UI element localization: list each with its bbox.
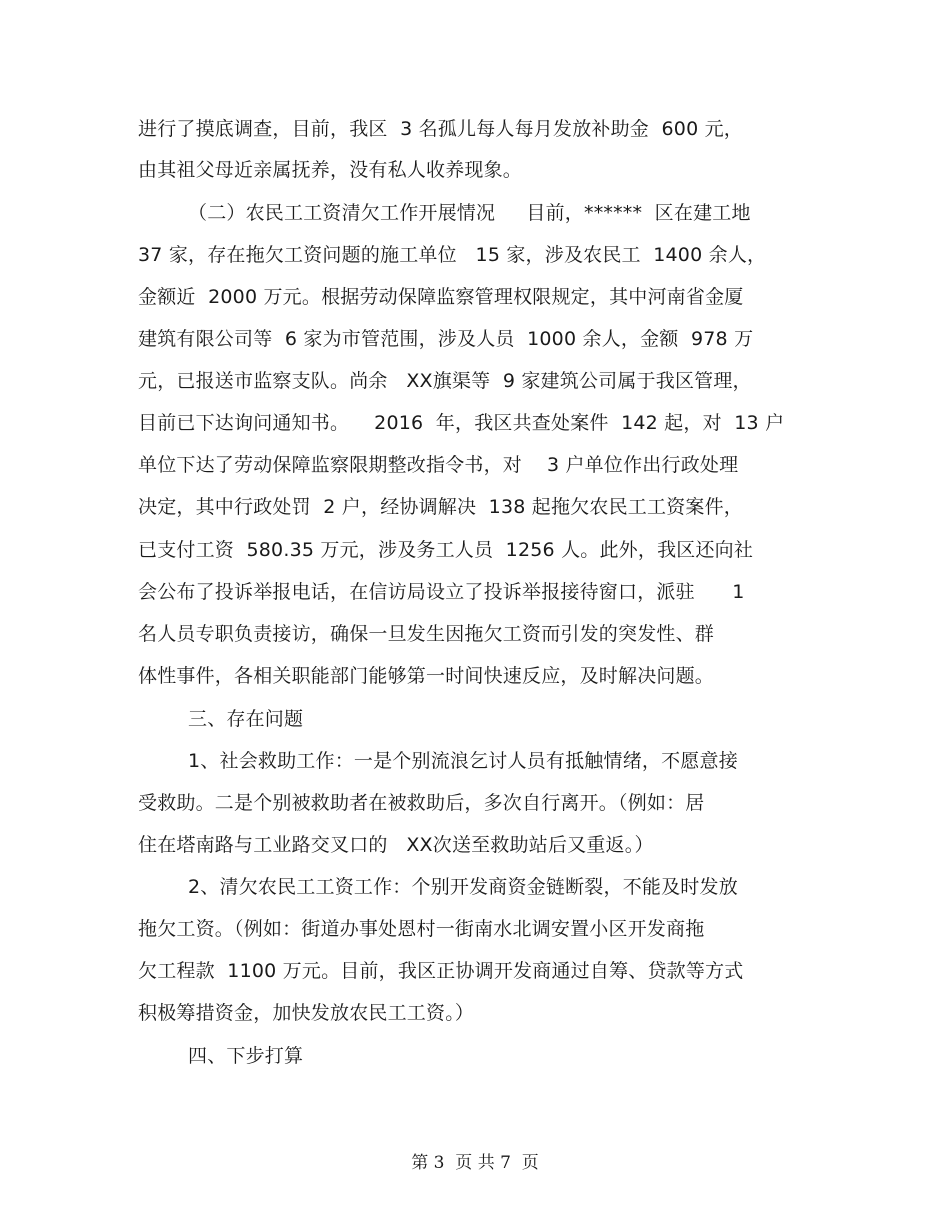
text-line: 住在塔南路与工业路交叉口的 XX次送至救助站后又重返。） <box>138 834 654 856</box>
text-line: 会公布了投诉举报电话，在信访局设立了投诉举报接待窗口，派驻 1 <box>138 581 745 603</box>
text-line: 进行了摸底调查，目前，我区 3 名孤儿每人每月发放补助金 600 元， <box>138 118 743 140</box>
text-line: 单位下达了劳动保障监察限期整改指令书，对 3 户单位作出行政处理 <box>138 454 739 476</box>
text-line: 决定，其中行政处罚 2 户，经协调解决 138 起拖欠农民工工资案件， <box>138 496 743 518</box>
section-heading-problems: 三、存在问题 <box>188 708 304 730</box>
text-line: 建筑有限公司等 6 家为市管范围，涉及人员 1000 余人，金额 978 万 <box>138 328 754 350</box>
text-line: 欠工程款 1100 万元。目前，我区正协调开发商通过自筹、贷款等方式 <box>138 960 744 982</box>
text-line: 拖欠工资。（例如：街道办事处恩村一街南水北调安置小区开发商拖 <box>138 918 705 940</box>
text-line: 目前已下达询问通知书。 2016 年，我区共查处案件 142 起，对 13 户 <box>138 412 785 434</box>
text-line: 积极筹措资金，加快发放农民工工资。） <box>138 1002 475 1024</box>
numbered-item-wage-clearance: 2、清欠农民工工资工作：个别开发商资金链断裂，不能及时发放 <box>188 876 738 898</box>
section-heading-wage-arrears: （二）农民工工资清欠工作开展情况 目前，****** 区在建工地 <box>188 202 751 224</box>
text-line: 体性事件，各相关职能部门能够第一时间快速反应，及时解决问题。 <box>138 665 715 687</box>
text-line: 由其祖父母近亲属抚养，没有私人收养现象。 <box>138 159 523 181</box>
text-line: 已支付工资 580.35 万元，涉及务工人员 1256 人。此外，我区还向社 <box>138 539 754 561</box>
numbered-item-social-assistance: 1、社会救助工作：一是个别流浪乞讨人员有抵触情绪，不愿意接 <box>188 750 738 772</box>
page-number-footer: 第 3 页 共 7 页 <box>411 1153 539 1173</box>
text-line: 受救助。二是个别被救助者在被救助后，多次自行离开。（例如：居 <box>138 792 705 814</box>
text-line: 金额近 2000 万元。根据劳动保障监察管理权限规定，其中河南省金厦 <box>138 286 744 308</box>
section-heading-next-steps: 四、下步打算 <box>188 1045 304 1067</box>
text-line: 名人员专职负责接访，确保一旦发生因拖欠工资而引发的突发性、群 <box>138 623 715 645</box>
text-line: 元，已报送市监察支队。尚余 XX旗渠等 9 家建筑公司属于我区管理， <box>138 370 752 392</box>
text-line: 37 家，存在拖欠工资问题的施工单位 15 家，涉及农民工 1400 余人， <box>138 244 767 266</box>
